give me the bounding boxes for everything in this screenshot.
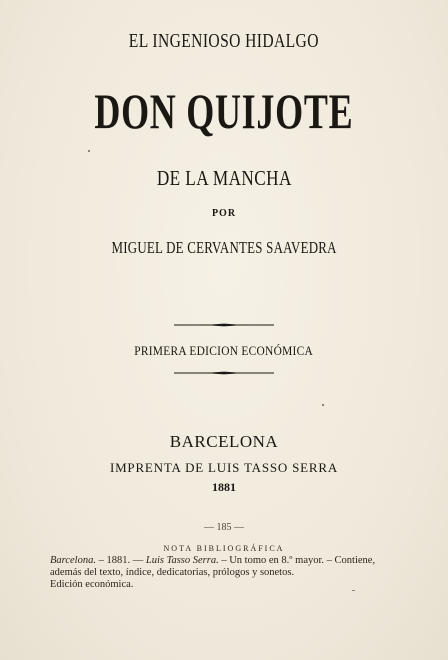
main-title-text: DON QUIJOTE <box>94 83 354 139</box>
page-number: — 185 — <box>204 522 244 533</box>
edition-text: PRIMERA EDICION ECONÓMICA <box>134 343 314 358</box>
note-line-1 <box>50 555 390 567</box>
printer: IMPRENTA DE LUIS TASSO SERRA <box>109 460 339 475</box>
paper-speck <box>352 590 355 591</box>
subtitle-top <box>0 30 448 53</box>
edition-line <box>0 343 448 359</box>
note-rest: – Un tomo en 8.º mayor. – Contiene, <box>218 555 376 566</box>
subtitle-bottom <box>0 166 448 191</box>
note-printer: Luis Tasso Serra. <box>145 555 219 566</box>
by-label: POR <box>211 208 237 219</box>
note-place: Barcelona. <box>50 555 96 566</box>
note-sep: – 1881. — <box>95 555 146 566</box>
subtitle-bottom-text: DE LA MANCHA <box>156 166 292 190</box>
paper-speck <box>322 404 324 406</box>
author-name-text: MIGUEL DE CERVANTES SAAVEDRA <box>111 238 337 257</box>
author-name <box>0 238 448 258</box>
note-line-3: Edición económica. <box>50 579 134 590</box>
subtitle-top-text: EL INGENIOSO HIDALGO <box>128 30 320 52</box>
note-heading: NOTA BIBLIOGRÁFICA <box>163 544 285 553</box>
main-title <box>0 82 448 140</box>
year: 1881 <box>212 480 236 494</box>
ornamental-rule-bottom <box>174 370 274 376</box>
paper-speck <box>88 150 90 152</box>
bibliographic-note <box>50 555 390 591</box>
note-line-2: además del texto, índice, dedicatorias, prólogos y sonetos. <box>50 567 295 578</box>
ornamental-rule-top <box>174 322 274 328</box>
city: BARCELONA <box>169 432 279 451</box>
